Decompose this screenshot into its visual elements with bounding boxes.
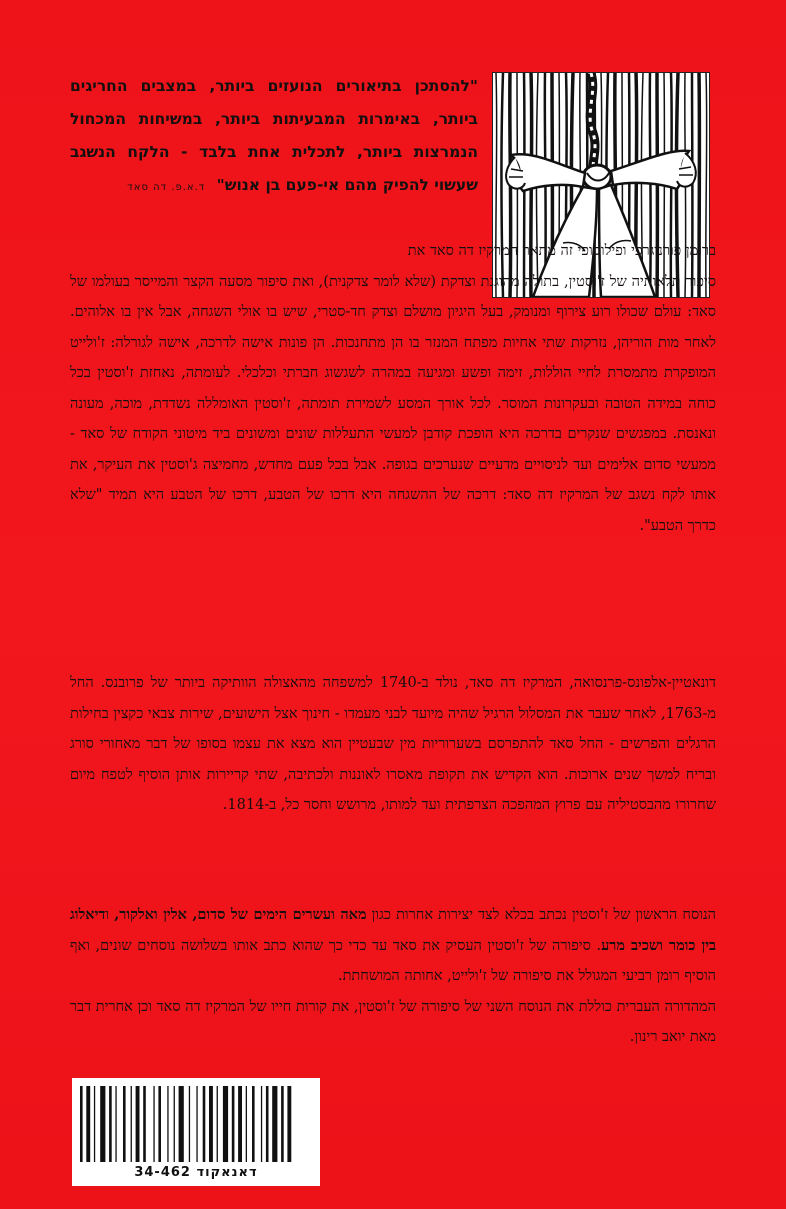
editions-text-2: ו — [105, 907, 115, 923]
synopsis-paragraph — [70, 236, 716, 541]
author-bio-text: דונאטיין-אלפונס-פרנסואה, המרקיז דה סאד, נולד ב-1740 למשפחה מהאצולה הוותיקה ביותר של פרובנס. החל מ-1763, לאחר שעבר את המסלול הרגיל שהיה מיועד לבני מעמדו - חינוך אצל הישועים, שירות צבאי כקצין בחילות הרגלים והפרשים - החל סאד להתפרסם בשערוריות מין שבעטיין הוא מצא את עצמו בסופו של דבר מאחורי סורג ובריח למשך שנים ארוכות. הוא הקדיש את תקופת מאסרו לאוננות ולכתיבה, שתי קריירות אותן הוסיף לטפח מיום שחרורו מהבסטיליה עם פרוץ המהפכה הצרפתית ועד למותו, מרושש וחסר כל, ב-1814. — [70, 675, 716, 813]
barcode-icon — [78, 1086, 314, 1164]
epigraph-quote — [70, 70, 478, 204]
synopsis-first-line: ברומן פורנוגרפי ופילוסופי זה מתאר המרקיז דה סאד את — [407, 243, 716, 259]
barcode — [72, 1078, 320, 1164]
barcode-label: דאנאקוד 34-462 — [72, 1164, 320, 1186]
editions-note — [70, 900, 716, 992]
editions-bold-titles-1: מאה ועשרים הימים של סדום, אלין ואלקור, — [114, 906, 367, 923]
author-bio-paragraph — [70, 668, 716, 821]
synopsis-body: סיפור תלאותיה של ז'וסטין, בתולה מהוגנת וצדקת (שלא לומר צדקנית), ואת סיפור מסעה הקצר והמייסר בעולמו של סאד: עולם שכולו רוע צירוף ומנומק, בעל היגיון מושלם וצדק חד-סטרי, שיש בו אולי השגחה, אבל אין בו אלוהים. לאחר מות הוריהן, נזרקות שתי אחיות מפתח המנזר בו הן מתחנכות. הן פונות אישה לדרכה, אישה לגורלה: ז'ולייט המופקרת מתמסרת לחיי הוללות, זימה ופשע ומגיעה במהרה לשגשוג חברתי וכלכלי. לעומתה, נאחזת ז'וסטין בכל כוחה במידה הטובה ובעקרונות המוסר. לכל אורך המסע לשמירת תומתה, ז'וסטין האומללה נשדדת, מוכה, מעונה ונאנסת. במפגשים שנקרים בדרכה היא הופכת קודבן למעשי התעללות שונים ומשונים ביד מיטוני הקודח של סאד - ממעשי סדום אלימים ועד לניסויים מדעיים שנערכים בגופה. אבל בכל פעם מחדש, מחמיצה ג'וסטין את העיקר, את אותו לקח נשגב של המרקיז דה סאד: דרכה של ההשגחה היא דרכו של הטבע, דרכו של הטבע היא תמיד "שלא כדרך הטבע". — [70, 273, 716, 534]
hebrew-edition-note: המהדורה העברית כוללת את הנוסח השני של סיפורה של ז'וסטין, את קורות חייו של המרקיז דה סאד וכן אחרית דבר מאת יואב רינון. — [70, 998, 716, 1045]
editions-text-1: הנוסח הראשון של ז'וסטין נכתב בכלא לצד יצירות אחרות כגון — [366, 907, 717, 923]
editions-bold-titles-2: דיאלוג בין כומר ושכיב מרע — [70, 906, 716, 954]
editions-text-3: . סיפורה של ז'וסטין העסיק את סאד עד כדי כך שהוא כתב אותו בשלושה נוסחים שונים, ואף הוסיף רומן רביעי המגולל את סיפורה של ז'ולייט, אחותה המושחתת. — [70, 937, 716, 984]
quote-text: "להסתכן בתיאורים הנועזים ביותר, במצבים החריגים ביותר, באימרות המבעיתות ביותר, במשיחות המכחול הנמרצות ביותר, לתכלית אחת בלבד - הלקח הנשגב שעשוי להפיק מהם אי-פעם בן אנוש" — [70, 77, 478, 194]
quote-attribution: ד.א.פ. דה סאד — [127, 182, 206, 193]
editions-paragraphs — [70, 900, 716, 1053]
